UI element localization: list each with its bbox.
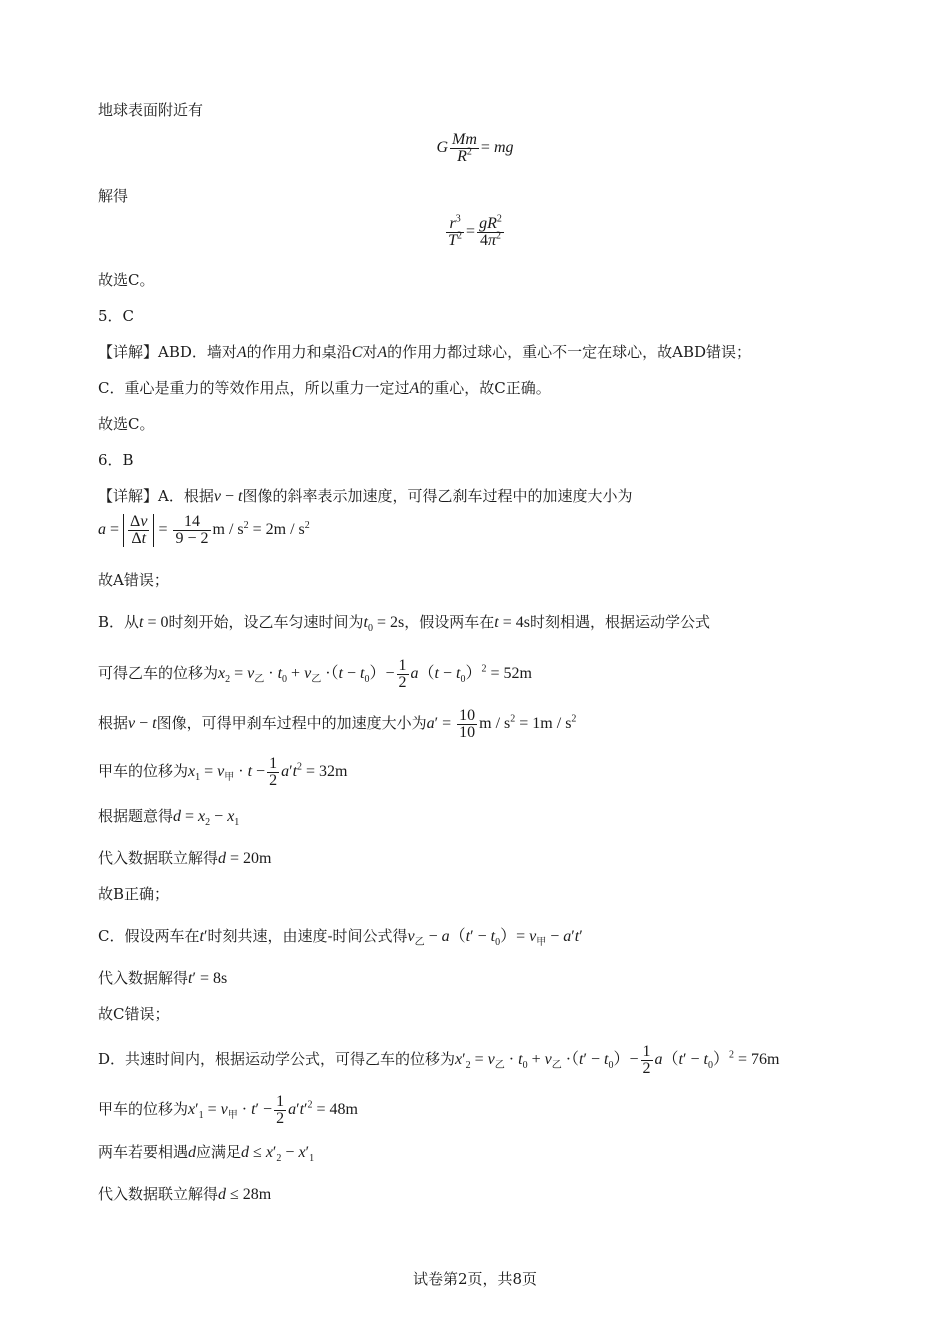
text-span: 甲车的位移为: [98, 762, 189, 781]
equation-kepler: $\frac{r^3}{T^2}$ = $\frac{gR^2}{4\pi^2}$: [448, 213, 502, 249]
text-span: 根据题意得: [98, 807, 174, 825]
text-line: 代入数据联立解得d ≤ 28m: [98, 1185, 272, 1203]
answer-heading: 5．C: [98, 307, 135, 325]
text-span: 对: [362, 343, 378, 361]
text-span: 应满足: [196, 1143, 242, 1161]
text-line: 根据v − t图像，可得甲刹车过程中的加速度大小为a′ = $\frac{10}{10}$ $m / s^2 = 1m / s^2$: [98, 707, 577, 741]
text-line: 【详解】ABD．墙对A的作用力和桌沿C对A的作用力都过球心，重心不一定在球心，故ABD错误；: [98, 343, 752, 361]
text-line: 可得乙车的位移为$x_2 = v_乙 \cdot t_0 + v_乙 \cdot(t - t_0)-$ $\frac{1}{2}$ $a(t - t_0)^2 = 52m$: [98, 657, 532, 691]
text-line: 解得: [98, 187, 129, 205]
text-span: 时刻共速，由速度-时间公式得: [207, 927, 408, 945]
text-line: C．假设两车在t′时刻共速，由速度-时间公式得$v_乙 - a(t' - t_0)= v_甲 - a't'$: [98, 927, 583, 949]
text-line: 甲车的位移为$x'_1 = v_甲 \cdot t'$ − $\frac{1}{2}$ $a't'^2 = 48m$: [98, 1093, 358, 1127]
text-span: 【详解】A．根据: [98, 487, 214, 505]
equation-gravity: G $\frac{Mm}{R^2}$ = mg: [436, 131, 514, 165]
text-span: 代入数据联立解得: [98, 849, 219, 867]
text-line: 根据题意得$d = x_2 - x_1$: [98, 807, 240, 829]
equation-accel: a = $\frac{\Delta v}{\Delta t}$ = $\frac{14}{9 - 2}$ $m / s^2 = 2m / s^2$: [98, 513, 310, 547]
text-span: B．从: [98, 613, 140, 631]
text-line: B．从t = 0时刻开始，设乙车匀速时间为$t_0 = 2s$，假设两车在t = 4s时刻相遇，根据运动学公式: [98, 613, 710, 635]
text-span: 根据: [98, 714, 129, 733]
text-span: 的作用力和桌沿: [246, 343, 352, 361]
text-line: 代入数据解得t′ = 8s: [98, 969, 228, 987]
text-span: 的重心，故C正确。: [419, 379, 551, 397]
text-span: ，假设两车在: [404, 613, 495, 631]
page-footer: 试卷第2页，共8页: [412, 1270, 538, 1288]
text-span: 甲车的位移为: [98, 1100, 189, 1119]
text-line: 地球表面附近有: [98, 101, 204, 119]
text-span: 可得乙车的位移为: [98, 664, 219, 683]
text-span: 代入数据解得: [98, 969, 189, 987]
text-line: 【详解】A．根据v − t图像的斜率表示加速度，可得乙刹车过程中的加速度大小为: [98, 487, 633, 505]
text-line: 故B正确；: [98, 885, 170, 903]
text-span: 时刻相遇，根据运动学公式: [529, 613, 710, 631]
text-line: 故C错误；: [98, 1005, 170, 1023]
text-line: 故选C。: [98, 415, 155, 433]
text-span: 图像的斜率表示加速度，可得乙刹车过程中的加速度大小为: [242, 487, 633, 505]
text-span: 的作用力都过球心，重心不一定在球心，故ABD错误；: [387, 343, 752, 361]
text-line: 故A错误；: [98, 571, 169, 589]
text-span: 代入数据联立解得: [98, 1185, 219, 1203]
text-line: 甲车的位移为$x_1 = v_甲 \cdot t$ − $\frac{1}{2}$ $a't^2 = 32m$: [98, 755, 348, 789]
answer-heading: 6．B: [98, 451, 134, 469]
text-span: 【详解】ABD．墙对: [98, 343, 237, 361]
text-line: 故选C。: [98, 271, 155, 289]
text-span: D．共速时间内，根据运动学公式，可得乙车的位移为: [98, 1050, 456, 1069]
text-span: C．重心是重力的等效作用点，所以重力一定过: [98, 379, 410, 397]
text-line: 代入数据联立解得d = 20m: [98, 849, 272, 867]
text-span: 图像，可得甲刹车过程中的加速度大小为: [156, 714, 427, 733]
text-line: D．共速时间内，根据运动学公式，可得乙车的位移为$x'_2 = v_乙 \cdot t_0 + v_乙 \cdot(t' - t_0)-$ $\frac{1}{2}$ $a(t' - t_0)^2 = 76m$: [98, 1043, 780, 1077]
text-span: 两车若要相遇: [98, 1143, 189, 1161]
text-span: 时刻开始，设乙车匀速时间为: [168, 613, 364, 631]
text-line: C．重心是重力的等效作用点，所以重力一定过A的重心，故C正确。: [98, 379, 551, 397]
text-line: 两车若要相遇d应满足$d \le x'_2 - x'_1$: [98, 1143, 315, 1165]
text-span: C．假设两车在: [98, 927, 200, 945]
